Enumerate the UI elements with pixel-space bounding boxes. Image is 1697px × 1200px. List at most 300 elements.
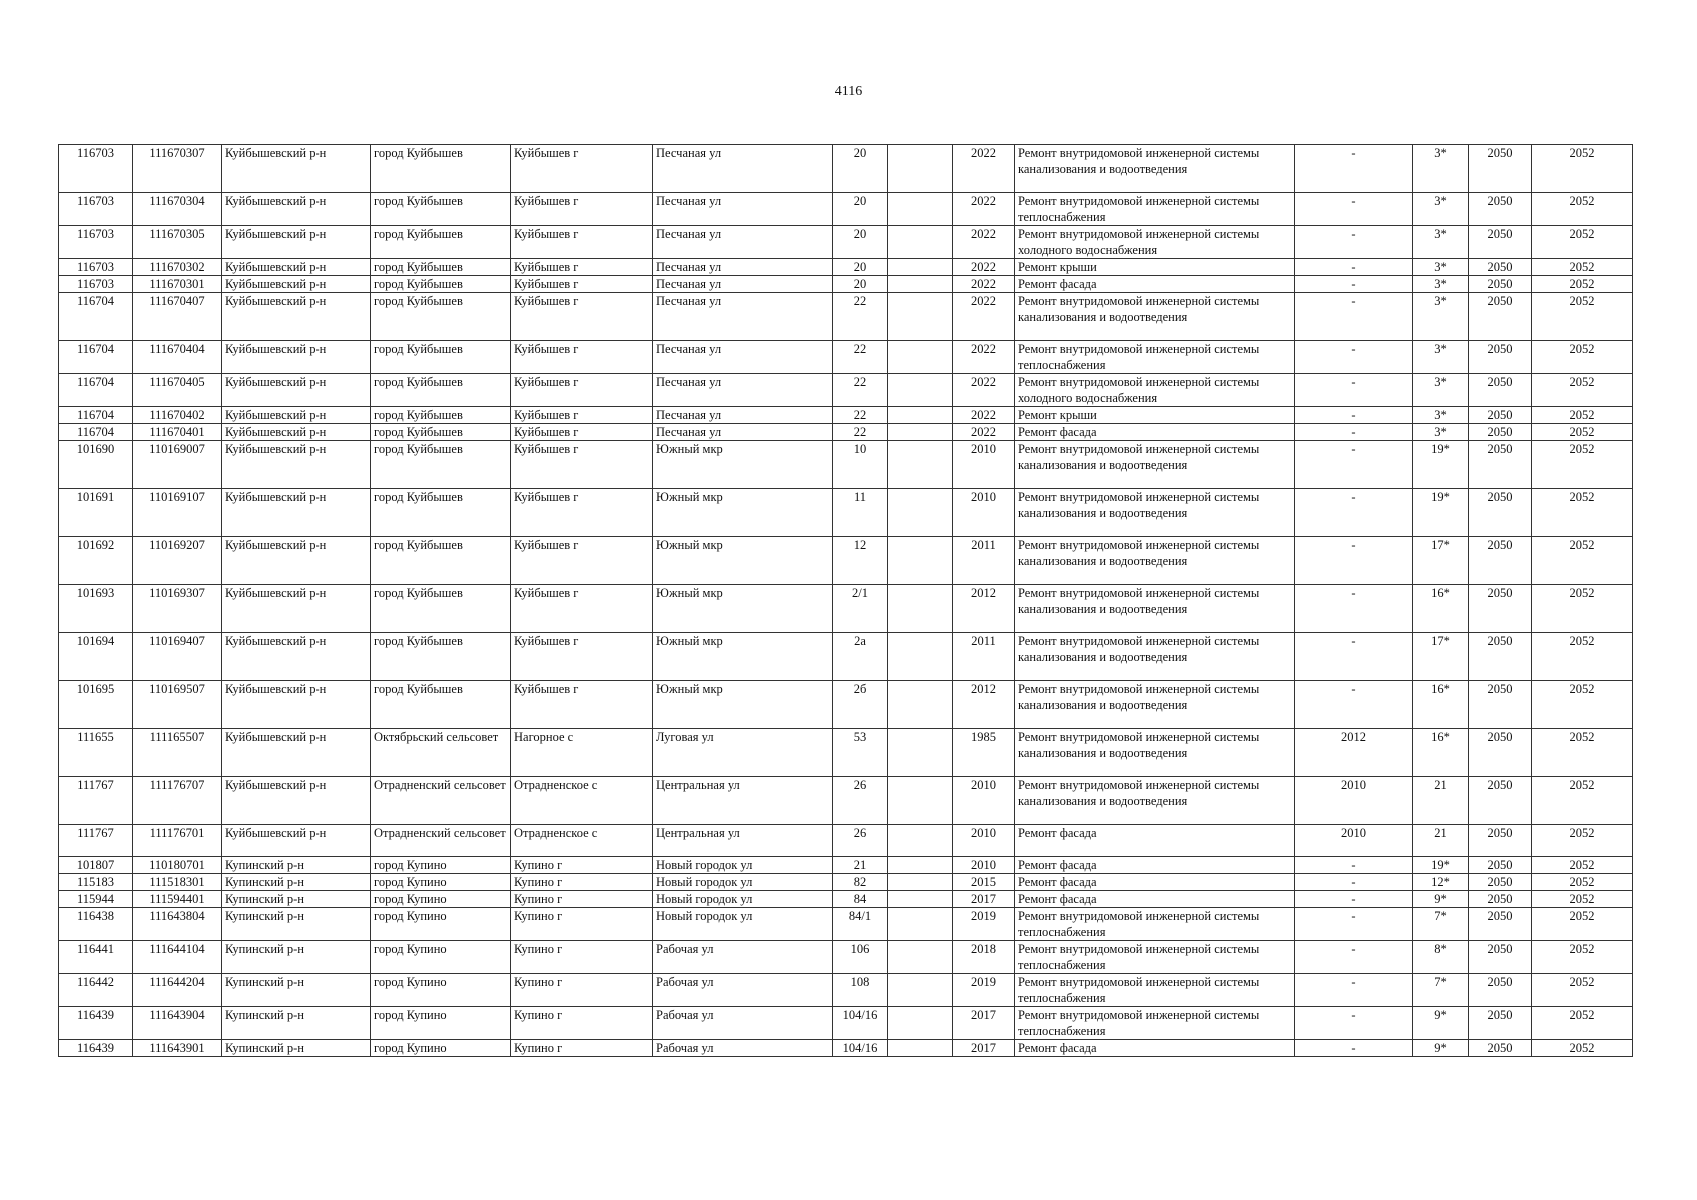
house-number-cell: 20 xyxy=(833,276,888,293)
settlement-cell: Куйбышев г xyxy=(511,489,653,537)
house-number-cell: 20 xyxy=(833,193,888,226)
settlement-cell: Купино г xyxy=(511,1007,653,1040)
street-cell: Южный мкр xyxy=(653,489,833,537)
period-end-cell: 2052 xyxy=(1532,941,1633,974)
settlement-cell: Куйбышев г xyxy=(511,226,653,259)
municipality-cell: город Куйбышев xyxy=(371,585,511,633)
last-repair-year-cell: - xyxy=(1295,891,1413,908)
period-start-cell: 2050 xyxy=(1469,441,1532,489)
municipality-cell: город Куйбышев xyxy=(371,424,511,441)
priority-group-cell: 3* xyxy=(1413,226,1469,259)
period-end-cell: 2052 xyxy=(1532,633,1633,681)
last-repair-year-cell: - xyxy=(1295,341,1413,374)
house-number-cell: 11 xyxy=(833,489,888,537)
priority-group-cell: 7* xyxy=(1413,908,1469,941)
building-cell xyxy=(888,407,953,424)
building-cell xyxy=(888,293,953,341)
district-cell: Куйбышевский р-н xyxy=(222,226,371,259)
work-code-cell: 111643901 xyxy=(133,1040,222,1057)
priority-group-cell: 3* xyxy=(1413,407,1469,424)
settlement-cell: Куйбышев г xyxy=(511,293,653,341)
priority-group-cell: 3* xyxy=(1413,293,1469,341)
street-cell: Песчаная ул xyxy=(653,226,833,259)
period-start-cell: 2050 xyxy=(1469,825,1532,857)
period-end-cell: 2052 xyxy=(1532,857,1633,874)
last-repair-year-cell: - xyxy=(1295,424,1413,441)
district-cell: Куйбышевский р-н xyxy=(222,825,371,857)
district-cell: Куйбышевский р-н xyxy=(222,259,371,276)
municipality-cell: город Куйбышев xyxy=(371,259,511,276)
table-body xyxy=(59,145,1633,1057)
house-number-cell: 20 xyxy=(833,259,888,276)
street-cell: Южный мкр xyxy=(653,441,833,489)
building-cell xyxy=(888,489,953,537)
table-row xyxy=(59,908,1633,941)
house-id-cell: 116704 xyxy=(59,424,133,441)
period-end-cell: 2052 xyxy=(1532,374,1633,407)
street-cell: Южный мкр xyxy=(653,681,833,729)
street-cell: Центральная ул xyxy=(653,777,833,825)
district-cell: Купинский р-н xyxy=(222,974,371,1007)
table-row xyxy=(59,681,1633,729)
priority-group-cell: 3* xyxy=(1413,259,1469,276)
municipality-cell: город Куйбышев xyxy=(371,276,511,293)
period-start-cell: 2050 xyxy=(1469,777,1532,825)
priority-group-cell: 3* xyxy=(1413,276,1469,293)
last-repair-year-cell: - xyxy=(1295,908,1413,941)
municipality-cell: город Купино xyxy=(371,974,511,1007)
period-end-cell: 2052 xyxy=(1532,777,1633,825)
house-number-cell: 104/16 xyxy=(833,1007,888,1040)
work-type-cell: Ремонт внутридомовой инженерной системы холодного водоснабжения xyxy=(1015,226,1295,259)
commissioning-year-cell: 2010 xyxy=(953,825,1015,857)
work-type-cell: Ремонт внутридомовой инженерной системы теплоснабжения xyxy=(1015,1007,1295,1040)
house-number-cell: 20 xyxy=(833,226,888,259)
building-cell xyxy=(888,341,953,374)
work-type-cell: Ремонт внутридомовой инженерной системы теплоснабжения xyxy=(1015,941,1295,974)
work-code-cell: 110169407 xyxy=(133,633,222,681)
building-cell xyxy=(888,891,953,908)
house-number-cell: 108 xyxy=(833,974,888,1007)
street-cell: Песчаная ул xyxy=(653,424,833,441)
building-cell xyxy=(888,874,953,891)
priority-group-cell: 19* xyxy=(1413,857,1469,874)
settlement-cell: Купино г xyxy=(511,974,653,1007)
commissioning-year-cell: 2011 xyxy=(953,537,1015,585)
street-cell: Рабочая ул xyxy=(653,1040,833,1057)
house-number-cell: 104/16 xyxy=(833,1040,888,1057)
work-code-cell: 110169507 xyxy=(133,681,222,729)
municipality-cell: город Купино xyxy=(371,857,511,874)
period-end-cell: 2052 xyxy=(1532,1040,1633,1057)
district-cell: Куйбышевский р-н xyxy=(222,681,371,729)
municipality-cell: город Купино xyxy=(371,874,511,891)
settlement-cell: Куйбышев г xyxy=(511,193,653,226)
work-type-cell: Ремонт внутридомовой инженерной системы канализования и водоотведения xyxy=(1015,145,1295,193)
settlement-cell: Купино г xyxy=(511,891,653,908)
period-start-cell: 2050 xyxy=(1469,908,1532,941)
work-code-cell: 111644104 xyxy=(133,941,222,974)
work-type-cell: Ремонт внутридомовой инженерной системы теплоснабжения xyxy=(1015,341,1295,374)
house-id-cell: 101691 xyxy=(59,489,133,537)
last-repair-year-cell: 2012 xyxy=(1295,729,1413,777)
building-cell xyxy=(888,825,953,857)
house-number-cell: 53 xyxy=(833,729,888,777)
work-code-cell: 111165507 xyxy=(133,729,222,777)
district-cell: Купинский р-н xyxy=(222,1040,371,1057)
house-id-cell: 116438 xyxy=(59,908,133,941)
street-cell: Песчаная ул xyxy=(653,374,833,407)
street-cell: Песчаная ул xyxy=(653,276,833,293)
priority-group-cell: 16* xyxy=(1413,585,1469,633)
work-type-cell: Ремонт крыши xyxy=(1015,407,1295,424)
table-row xyxy=(59,891,1633,908)
street-cell: Песчаная ул xyxy=(653,193,833,226)
house-id-cell: 111655 xyxy=(59,729,133,777)
building-cell xyxy=(888,441,953,489)
district-cell: Купинский р-н xyxy=(222,941,371,974)
commissioning-year-cell: 2010 xyxy=(953,857,1015,874)
priority-group-cell: 7* xyxy=(1413,974,1469,1007)
municipality-cell: город Куйбышев xyxy=(371,374,511,407)
street-cell: Южный мкр xyxy=(653,633,833,681)
work-type-cell: Ремонт фасада xyxy=(1015,891,1295,908)
priority-group-cell: 17* xyxy=(1413,537,1469,585)
period-end-cell: 2052 xyxy=(1532,908,1633,941)
district-cell: Куйбышевский р-н xyxy=(222,145,371,193)
period-start-cell: 2050 xyxy=(1469,374,1532,407)
house-number-cell: 106 xyxy=(833,941,888,974)
district-cell: Куйбышевский р-н xyxy=(222,407,371,424)
period-start-cell: 2050 xyxy=(1469,891,1532,908)
house-number-cell: 84/1 xyxy=(833,908,888,941)
table-row xyxy=(59,276,1633,293)
municipality-cell: город Куйбышев xyxy=(371,226,511,259)
house-id-cell: 116704 xyxy=(59,374,133,407)
building-cell xyxy=(888,226,953,259)
work-code-cell: 111670304 xyxy=(133,193,222,226)
settlement-cell: Куйбышев г xyxy=(511,681,653,729)
period-end-cell: 2052 xyxy=(1532,293,1633,341)
municipality-cell: город Купино xyxy=(371,1040,511,1057)
house-id-cell: 116442 xyxy=(59,974,133,1007)
table-row xyxy=(59,193,1633,226)
settlement-cell: Куйбышев г xyxy=(511,407,653,424)
settlement-cell: Куйбышев г xyxy=(511,441,653,489)
street-cell: Южный мкр xyxy=(653,537,833,585)
priority-group-cell: 8* xyxy=(1413,941,1469,974)
house-number-cell: 26 xyxy=(833,777,888,825)
table-row xyxy=(59,441,1633,489)
municipality-cell: город Куйбышев xyxy=(371,537,511,585)
settlement-cell: Куйбышев г xyxy=(511,341,653,374)
house-number-cell: 22 xyxy=(833,293,888,341)
settlement-cell: Купино г xyxy=(511,941,653,974)
commissioning-year-cell: 2018 xyxy=(953,941,1015,974)
work-type-cell: Ремонт внутридомовой инженерной системы теплоснабжения xyxy=(1015,908,1295,941)
period-start-cell: 2050 xyxy=(1469,974,1532,1007)
house-id-cell: 116439 xyxy=(59,1007,133,1040)
commissioning-year-cell: 2010 xyxy=(953,777,1015,825)
commissioning-year-cell: 2022 xyxy=(953,193,1015,226)
last-repair-year-cell: - xyxy=(1295,681,1413,729)
district-cell: Купинский р-н xyxy=(222,908,371,941)
period-start-cell: 2050 xyxy=(1469,874,1532,891)
work-type-cell: Ремонт фасада xyxy=(1015,825,1295,857)
table-row xyxy=(59,145,1633,193)
commissioning-year-cell: 2019 xyxy=(953,908,1015,941)
work-code-cell: 110169207 xyxy=(133,537,222,585)
priority-group-cell: 17* xyxy=(1413,633,1469,681)
building-cell xyxy=(888,374,953,407)
last-repair-year-cell: - xyxy=(1295,293,1413,341)
period-end-cell: 2052 xyxy=(1532,974,1633,1007)
period-end-cell: 2052 xyxy=(1532,341,1633,374)
work-code-cell: 111670402 xyxy=(133,407,222,424)
period-start-cell: 2050 xyxy=(1469,633,1532,681)
period-end-cell: 2052 xyxy=(1532,226,1633,259)
page-number: 4116 xyxy=(834,84,863,99)
last-repair-year-cell: - xyxy=(1295,226,1413,259)
building-cell xyxy=(888,259,953,276)
settlement-cell: Куйбышев г xyxy=(511,537,653,585)
work-type-cell: Ремонт внутридомовой инженерной системы теплоснабжения xyxy=(1015,193,1295,226)
work-type-cell: Ремонт фасада xyxy=(1015,874,1295,891)
building-cell xyxy=(888,424,953,441)
commissioning-year-cell: 2015 xyxy=(953,874,1015,891)
house-number-cell: 2а xyxy=(833,633,888,681)
table-row xyxy=(59,424,1633,441)
settlement-cell: Отрадненское с xyxy=(511,777,653,825)
period-end-cell: 2052 xyxy=(1532,891,1633,908)
house-number-cell: 82 xyxy=(833,874,888,891)
building-cell xyxy=(888,777,953,825)
commissioning-year-cell: 2022 xyxy=(953,407,1015,424)
commissioning-year-cell: 2017 xyxy=(953,891,1015,908)
district-cell: Куйбышевский р-н xyxy=(222,341,371,374)
commissioning-year-cell: 2017 xyxy=(953,1040,1015,1057)
work-type-cell: Ремонт внутридомовой инженерной системы канализования и водоотведения xyxy=(1015,681,1295,729)
period-start-cell: 2050 xyxy=(1469,193,1532,226)
building-cell xyxy=(888,908,953,941)
priority-group-cell: 19* xyxy=(1413,489,1469,537)
settlement-cell: Куйбышев г xyxy=(511,374,653,407)
district-cell: Куйбышевский р-н xyxy=(222,585,371,633)
house-id-cell: 111767 xyxy=(59,825,133,857)
priority-group-cell: 21 xyxy=(1413,825,1469,857)
street-cell: Новый городок ул xyxy=(653,908,833,941)
street-cell: Песчаная ул xyxy=(653,145,833,193)
commissioning-year-cell: 2022 xyxy=(953,341,1015,374)
period-start-cell: 2050 xyxy=(1469,226,1532,259)
period-start-cell: 2050 xyxy=(1469,729,1532,777)
municipality-cell: город Куйбышев xyxy=(371,633,511,681)
building-cell xyxy=(888,633,953,681)
street-cell: Луговая ул xyxy=(653,729,833,777)
priority-group-cell: 9* xyxy=(1413,891,1469,908)
last-repair-year-cell: - xyxy=(1295,1007,1413,1040)
work-type-cell: Ремонт внутридомовой инженерной системы холодного водоснабжения xyxy=(1015,374,1295,407)
settlement-cell: Отрадненское с xyxy=(511,825,653,857)
table-row xyxy=(59,825,1633,857)
house-id-cell: 116703 xyxy=(59,145,133,193)
priority-group-cell: 12* xyxy=(1413,874,1469,891)
street-cell: Песчаная ул xyxy=(653,407,833,424)
settlement-cell: Куйбышев г xyxy=(511,276,653,293)
work-code-cell: 111644204 xyxy=(133,974,222,1007)
work-type-cell: Ремонт крыши xyxy=(1015,259,1295,276)
period-end-cell: 2052 xyxy=(1532,585,1633,633)
municipality-cell: город Купино xyxy=(371,1007,511,1040)
table-row xyxy=(59,374,1633,407)
settlement-cell: Купино г xyxy=(511,874,653,891)
house-id-cell: 116703 xyxy=(59,193,133,226)
municipality-cell: город Куйбышев xyxy=(371,681,511,729)
work-type-cell: Ремонт фасада xyxy=(1015,857,1295,874)
house-id-cell: 101695 xyxy=(59,681,133,729)
work-code-cell: 111670405 xyxy=(133,374,222,407)
street-cell: Новый городок ул xyxy=(653,874,833,891)
period-start-cell: 2050 xyxy=(1469,341,1532,374)
period-start-cell: 2050 xyxy=(1469,145,1532,193)
period-start-cell: 2050 xyxy=(1469,681,1532,729)
period-end-cell: 2052 xyxy=(1532,874,1633,891)
period-end-cell: 2052 xyxy=(1532,441,1633,489)
work-code-cell: 111670407 xyxy=(133,293,222,341)
house-id-cell: 111767 xyxy=(59,777,133,825)
street-cell: Южный мкр xyxy=(653,585,833,633)
commissioning-year-cell: 2010 xyxy=(953,489,1015,537)
last-repair-year-cell: - xyxy=(1295,1040,1413,1057)
work-type-cell: Ремонт внутридомовой инженерной системы теплоснабжения xyxy=(1015,974,1295,1007)
period-end-cell: 2052 xyxy=(1532,424,1633,441)
table-row xyxy=(59,1040,1633,1057)
last-repair-year-cell: - xyxy=(1295,585,1413,633)
settlement-cell: Нагорное с xyxy=(511,729,653,777)
period-end-cell: 2052 xyxy=(1532,825,1633,857)
house-id-cell: 101692 xyxy=(59,537,133,585)
period-end-cell: 2052 xyxy=(1532,681,1633,729)
table-row xyxy=(59,259,1633,276)
period-start-cell: 2050 xyxy=(1469,489,1532,537)
last-repair-year-cell: 2010 xyxy=(1295,825,1413,857)
municipality-cell: город Куйбышев xyxy=(371,407,511,424)
priority-group-cell: 3* xyxy=(1413,341,1469,374)
work-code-cell: 110169107 xyxy=(133,489,222,537)
municipality-cell: Отрадненский сельсовет xyxy=(371,825,511,857)
work-code-cell: 111643804 xyxy=(133,908,222,941)
work-code-cell: 110169007 xyxy=(133,441,222,489)
commissioning-year-cell: 2022 xyxy=(953,259,1015,276)
building-cell xyxy=(888,537,953,585)
table-row xyxy=(59,585,1633,633)
house-number-cell: 22 xyxy=(833,341,888,374)
building-cell xyxy=(888,193,953,226)
building-cell xyxy=(888,145,953,193)
table-row xyxy=(59,874,1633,891)
building-cell xyxy=(888,276,953,293)
commissioning-year-cell: 2022 xyxy=(953,374,1015,407)
table-row xyxy=(59,537,1633,585)
period-end-cell: 2052 xyxy=(1532,276,1633,293)
municipality-cell: город Купино xyxy=(371,941,511,974)
work-code-cell: 111643904 xyxy=(133,1007,222,1040)
priority-group-cell: 9* xyxy=(1413,1007,1469,1040)
commissioning-year-cell: 2022 xyxy=(953,276,1015,293)
house-id-cell: 116441 xyxy=(59,941,133,974)
settlement-cell: Куйбышев г xyxy=(511,424,653,441)
work-code-cell: 111670401 xyxy=(133,424,222,441)
district-cell: Куйбышевский р-н xyxy=(222,729,371,777)
commissioning-year-cell: 2010 xyxy=(953,441,1015,489)
district-cell: Купинский р-н xyxy=(222,857,371,874)
period-end-cell: 2052 xyxy=(1532,193,1633,226)
house-number-cell: 21 xyxy=(833,857,888,874)
house-number-cell: 22 xyxy=(833,407,888,424)
priority-group-cell: 3* xyxy=(1413,374,1469,407)
period-start-cell: 2050 xyxy=(1469,259,1532,276)
commissioning-year-cell: 2022 xyxy=(953,293,1015,341)
commissioning-year-cell: 1985 xyxy=(953,729,1015,777)
last-repair-year-cell: - xyxy=(1295,857,1413,874)
street-cell: Рабочая ул xyxy=(653,941,833,974)
work-code-cell: 111670404 xyxy=(133,341,222,374)
house-id-cell: 116703 xyxy=(59,226,133,259)
commissioning-year-cell: 2011 xyxy=(953,633,1015,681)
house-number-cell: 2/1 xyxy=(833,585,888,633)
commissioning-year-cell: 2012 xyxy=(953,585,1015,633)
last-repair-year-cell: - xyxy=(1295,259,1413,276)
table-row xyxy=(59,1007,1633,1040)
municipality-cell: Отрадненский сельсовет xyxy=(371,777,511,825)
work-code-cell: 111518301 xyxy=(133,874,222,891)
last-repair-year-cell: - xyxy=(1295,407,1413,424)
repair-schedule-table xyxy=(58,144,1633,1057)
table-row xyxy=(59,293,1633,341)
priority-group-cell: 3* xyxy=(1413,193,1469,226)
period-end-cell: 2052 xyxy=(1532,489,1633,537)
street-cell: Новый городок ул xyxy=(653,891,833,908)
priority-group-cell: 9* xyxy=(1413,1040,1469,1057)
house-id-cell: 101807 xyxy=(59,857,133,874)
district-cell: Куйбышевский р-н xyxy=(222,276,371,293)
period-start-cell: 2050 xyxy=(1469,537,1532,585)
district-cell: Купинский р-н xyxy=(222,891,371,908)
work-type-cell: Ремонт внутридомовой инженерной системы канализования и водоотведения xyxy=(1015,777,1295,825)
work-code-cell: 111670307 xyxy=(133,145,222,193)
work-type-cell: Ремонт внутридомовой инженерной системы канализования и водоотведения xyxy=(1015,585,1295,633)
work-type-cell: Ремонт фасада xyxy=(1015,1040,1295,1057)
commissioning-year-cell: 2017 xyxy=(953,1007,1015,1040)
house-number-cell: 84 xyxy=(833,891,888,908)
period-start-cell: 2050 xyxy=(1469,585,1532,633)
municipality-cell: город Куйбышев xyxy=(371,145,511,193)
work-code-cell: 111670302 xyxy=(133,259,222,276)
work-type-cell: Ремонт внутридомовой инженерной системы канализования и водоотведения xyxy=(1015,293,1295,341)
table-row xyxy=(59,341,1633,374)
district-cell: Купинский р-н xyxy=(222,1007,371,1040)
district-cell: Куйбышевский р-н xyxy=(222,374,371,407)
work-type-cell: Ремонт внутридомовой инженерной системы канализования и водоотведения xyxy=(1015,441,1295,489)
district-cell: Купинский р-н xyxy=(222,874,371,891)
priority-group-cell: 3* xyxy=(1413,145,1469,193)
work-type-cell: Ремонт внутридомовой инженерной системы канализования и водоотведения xyxy=(1015,633,1295,681)
municipality-cell: город Куйбышев xyxy=(371,489,511,537)
settlement-cell: Куйбышев г xyxy=(511,585,653,633)
work-type-cell: Ремонт внутридомовой инженерной системы канализования и водоотведения xyxy=(1015,729,1295,777)
house-number-cell: 10 xyxy=(833,441,888,489)
priority-group-cell: 3* xyxy=(1413,424,1469,441)
